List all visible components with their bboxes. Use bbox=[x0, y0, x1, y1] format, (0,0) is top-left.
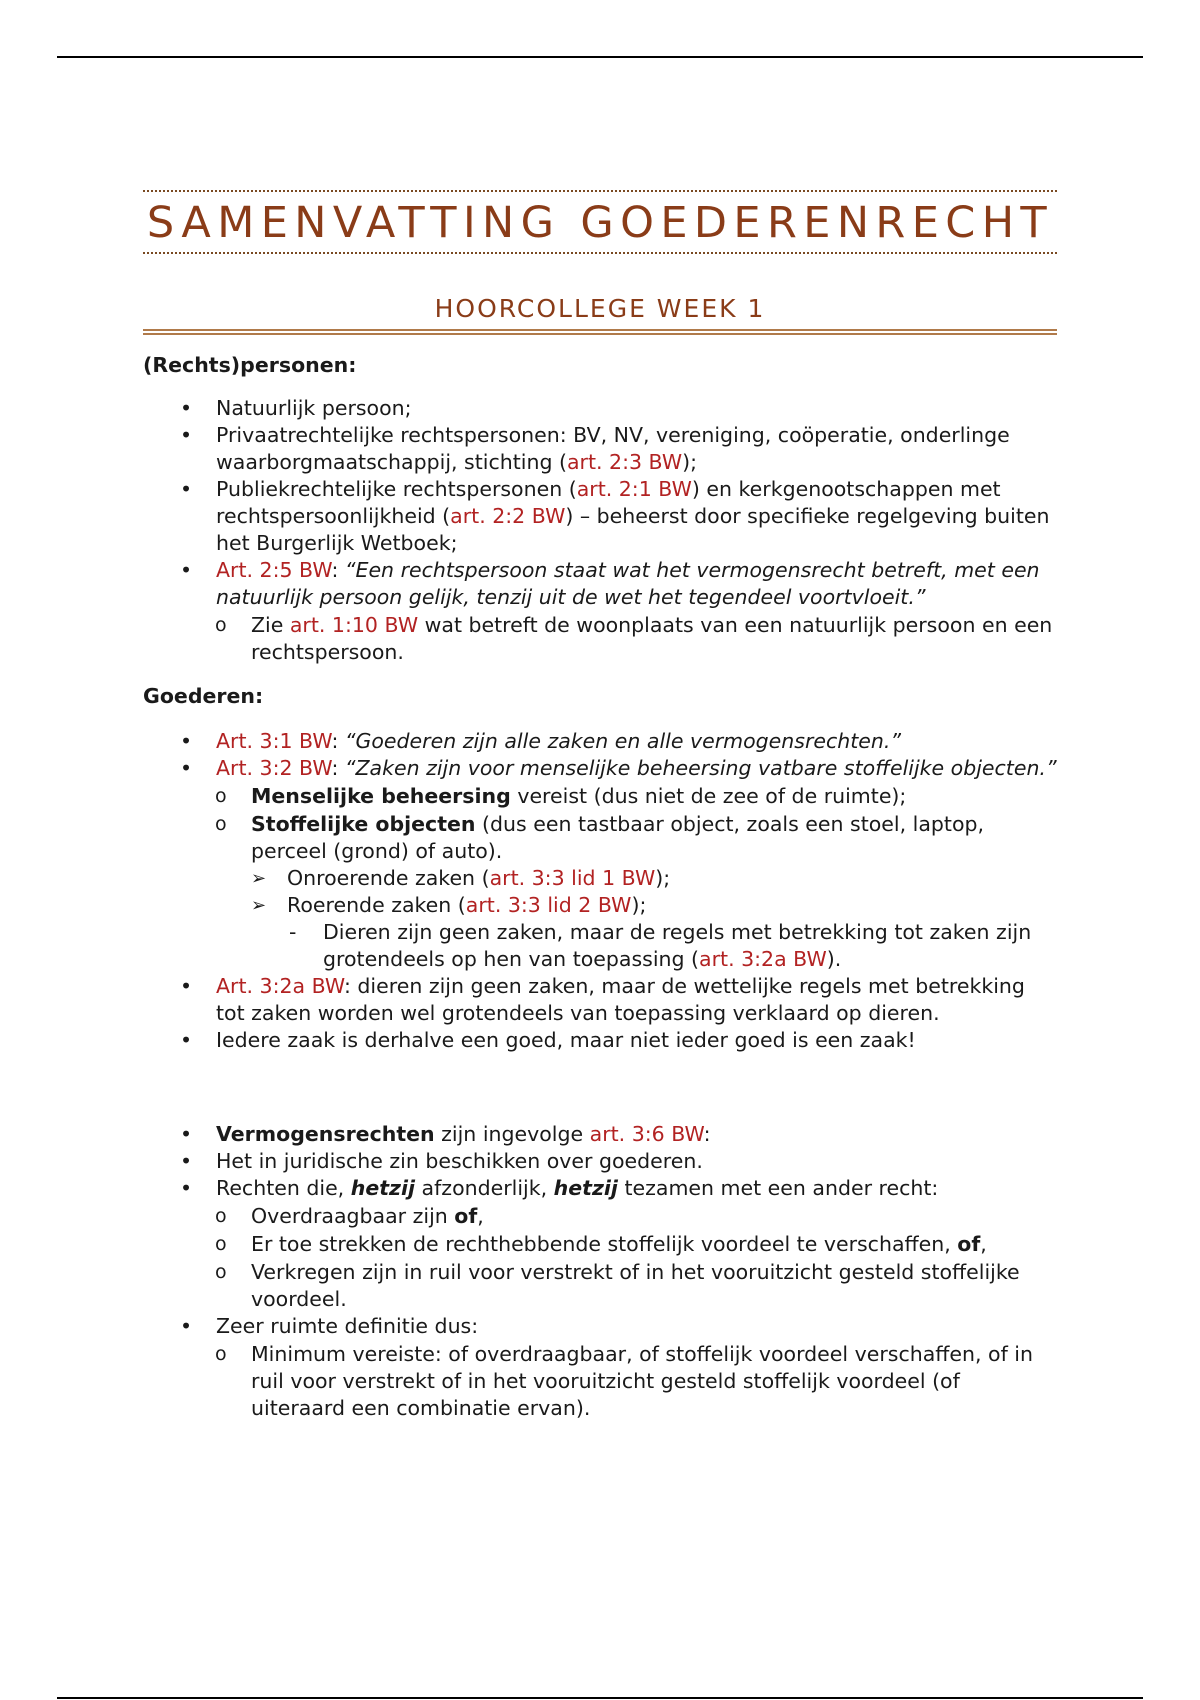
bullet-marker: • bbox=[180, 1149, 193, 1173]
list-item: • Vermogensrechten zijn ingevolge art. 3:6 BW: bbox=[180, 1122, 711, 1146]
list-item: - Dieren zijn geen zaken, maar de regels met betrekking tot zaken zijn grotendeels op hen van toepassing (art. 3:2a BW). bbox=[289, 920, 1032, 971]
bullet-marker: • bbox=[180, 729, 193, 753]
heading-rechtspersonen: (Rechts)personen: bbox=[143, 353, 357, 377]
article-reference: art. 3:3 lid 2 BW bbox=[465, 893, 632, 917]
bullet-marker: • bbox=[180, 1028, 193, 1052]
bullet-marker: • bbox=[180, 1314, 193, 1338]
section-subtitle: HOORCOLLEGE WEEK 1 bbox=[434, 294, 766, 323]
heading-goederen: Goederen: bbox=[143, 684, 264, 708]
list-item: • Art. 3:2 BW: “Zaken zijn voor menselijke beheersing vatbare stoffelijke objecten.” bbox=[180, 756, 1057, 780]
bullet-marker: • bbox=[180, 974, 193, 998]
list-item: o Zie art. 1:10 BW wat betreft de woonplaats van een natuurlijk persoon en een rechtspersoon. bbox=[215, 613, 1053, 664]
document-page bbox=[143, 190, 1057, 1422]
article-reference: Art. 3:2 BW bbox=[216, 756, 332, 780]
list-item: • Rechten die, hetzij afzonderlijk, hetzij tezamen met een ander recht: bbox=[180, 1176, 939, 1200]
subtitle-double-rule bbox=[143, 329, 1057, 335]
circle-marker: o bbox=[215, 1261, 227, 1283]
header-rule bbox=[57, 56, 1143, 58]
list-goederen bbox=[143, 728, 1057, 1054]
statute-quote: “Goederen zijn alle zaken en alle vermogensrechten.” bbox=[344, 729, 902, 753]
list-item: o Verkregen zijn in ruil voor verstrekt of in het vooruitzicht gesteld stoffelijke voordeel. bbox=[215, 1260, 1020, 1311]
list-item: • Natuurlijk persoon; bbox=[180, 396, 412, 420]
list-item: • Art. 3:1 BW: “Goederen zijn alle zaken en alle vermogensrechten.” bbox=[180, 729, 902, 753]
arrow-marker: ➢ bbox=[251, 868, 267, 889]
list-item: • Privaatrechtelijke rechtspersonen: BV, NV, vereniging, coöperatie, onderlinge waarborgmaatschappij, stichting (art. 2:3 BW); bbox=[180, 423, 1010, 474]
circle-marker: o bbox=[215, 1205, 227, 1227]
bullet-marker: • bbox=[180, 1176, 193, 1200]
bullet-marker: • bbox=[180, 396, 193, 420]
bullet-marker: • bbox=[180, 756, 193, 780]
list-vermogensrechten bbox=[143, 1121, 1057, 1422]
article-reference: art. 2:3 BW bbox=[566, 450, 683, 474]
bullet-marker: • bbox=[180, 477, 193, 501]
list-item: • Art. 3:2a BW: dieren zijn geen zaken, maar de wettelijke regels met betrekking tot zaken worden wel grotendeels van toepassing verklaard op dieren. bbox=[180, 974, 1025, 1025]
list-item: • Publiekrechtelijke rechtspersonen (art. 2:1 BW) en kerkgenootschappen met rechtspersoonlijkheid (art. 2:2 BW) – beheerst door specifieke regelgeving buiten het Burgerlijk Wetboek; bbox=[180, 477, 1050, 555]
document-title: SAMENVATTING GOEDERENRECHT bbox=[146, 198, 1054, 248]
statute-quote: “Zaken zijn voor menselijke beheersing vatbare stoffelijke objecten.” bbox=[344, 756, 1057, 780]
article-reference: Art. 3:2a BW bbox=[216, 974, 344, 998]
list-item: • Art. 2:5 BW: “Een rechtspersoon staat wat het vermogensrecht betreft, met een natuurlijk persoon gelijk, tenzij uit de wet het tegendeel voortvloeit.” bbox=[180, 558, 1040, 609]
bullet-marker: • bbox=[180, 423, 193, 447]
circle-marker: o bbox=[215, 1343, 227, 1365]
list-item: ➢ Onroerende zaken (art. 3:3 lid 1 BW); bbox=[251, 866, 671, 890]
bullet-marker: • bbox=[180, 1122, 193, 1146]
list-item: ➢ Roerende zaken (art. 3:3 lid 2 BW); bbox=[251, 893, 647, 917]
article-reference: art. 3:2a BW bbox=[699, 947, 827, 971]
list-item: • Iedere zaak is derhalve een goed, maar niet ieder goed is een zaak! bbox=[180, 1028, 916, 1052]
circle-marker: o bbox=[215, 813, 227, 835]
circle-marker: o bbox=[215, 614, 227, 636]
article-reference: Art. 2:5 BW bbox=[216, 558, 332, 582]
circle-marker: o bbox=[215, 785, 227, 807]
title-dotted-rule-bottom bbox=[143, 252, 1057, 254]
list-item: • Het in juridische zin beschikken over goederen. bbox=[180, 1149, 703, 1173]
list-item: • Zeer ruimte definitie dus: bbox=[180, 1314, 479, 1338]
list-rechtspersonen bbox=[143, 395, 1057, 666]
footer-rule bbox=[57, 1697, 1143, 1699]
bullet-marker: • bbox=[180, 558, 193, 582]
list-item: o Overdraagbaar zijn of, bbox=[215, 1204, 484, 1228]
statute-quote: “Een rechtspersoon staat wat het vermogensrecht betreft, met een natuurlijk persoon gelijk, tenzij uit de wet het tegendeel voortvloeit.” bbox=[216, 558, 1040, 609]
list-item: o Stoffelijke objecten (dus een tastbaar object, zoals een stoel, laptop, perceel (grond) of auto). bbox=[215, 812, 985, 863]
article-reference: art. 3:6 BW bbox=[589, 1122, 704, 1146]
article-reference: art. 2:2 BW bbox=[450, 504, 566, 528]
list-item: o Minimum vereiste: of overdraagbaar, of stoffelijk voordeel verschaffen, of in ruil voor verstrekt of in het vooruitzicht gesteld stoffelijk voordeel (of uiteraard een combinatie ervan). bbox=[215, 1342, 1033, 1420]
article-reference: Art. 3:1 BW bbox=[216, 729, 332, 753]
list-item: o Er toe strekken de rechthebbende stoffelijk voordeel te verschaffen, of, bbox=[215, 1232, 987, 1256]
list-item: o Menselijke beheersing vereist (dus niet de zee of de ruimte); bbox=[215, 784, 907, 808]
article-reference: art. 3:3 lid 1 BW bbox=[489, 866, 656, 890]
article-reference: art. 2:1 BW bbox=[576, 477, 692, 501]
arrow-marker: ➢ bbox=[251, 895, 267, 916]
article-reference: art. 1:10 BW bbox=[289, 613, 419, 637]
circle-marker: o bbox=[215, 1233, 227, 1255]
dash-marker: - bbox=[289, 920, 297, 944]
